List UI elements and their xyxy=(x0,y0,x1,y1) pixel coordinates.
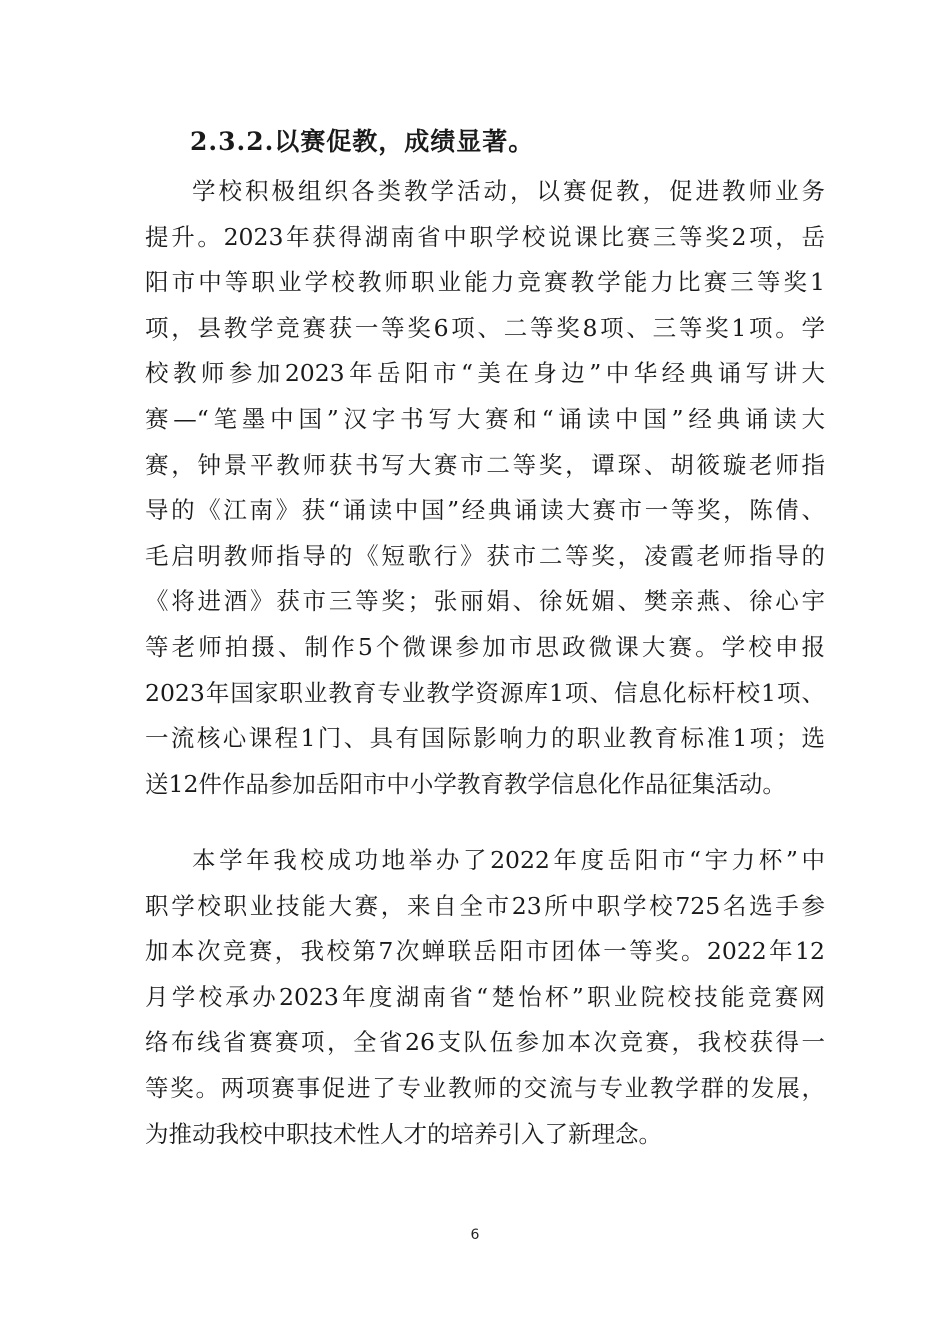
page-number: 6 xyxy=(470,1227,480,1243)
paragraph-line: 职学校职业技能大赛，来自全市23所中职学校725名选手参 xyxy=(145,891,825,920)
paragraph-line: 一流核心课程1门、具有国际影响力的职业教育标准1项；选 xyxy=(145,724,825,753)
paragraph-line: 送12件作品参加岳阳市中小学教育教学信息化作品征集活动。 xyxy=(145,769,786,798)
paragraph-line: 赛—“笔墨中国”汉字书写大赛和“诵读中国”经典诵读大 xyxy=(145,404,825,433)
paragraph-line: 导的《江南》获“诵读中国”经典诵读大赛市一等奖，陈倩、 xyxy=(145,496,825,525)
paragraph-line: 等奖。两项赛事促进了专业教师的交流与专业教学群的发展， xyxy=(145,1073,825,1102)
paragraph-line: 2023年国家职业教育专业教学资源库1项、信息化标杆校1项、 xyxy=(145,678,825,707)
paragraph-2 xyxy=(145,838,825,1157)
paragraph-line: 校教师参加2023年岳阳市“美在身边”中华经典诵写讲大 xyxy=(145,359,825,388)
section-heading: 2.3.2.以赛促教，成绩显著。 xyxy=(190,127,535,156)
paragraph-line: 为推动我校中职技术性人才的培养引入了新理念。 xyxy=(145,1119,662,1148)
paragraph-line: 《将进酒》获市三等奖；张丽娟、徐妩媚、樊亲燕、徐心宇 xyxy=(145,587,825,616)
paragraph-line: 赛，钟景平教师获书写大赛市二等奖，谭琛、胡筱璇老师指 xyxy=(145,450,825,479)
paragraph-line: 本学年我校成功地举办了2022年度岳阳市“宇力杯”中 xyxy=(192,846,825,874)
paragraph-line: 项，县教学竞赛获一等奖6项、二等奖8项、三等奖1项。学 xyxy=(145,313,825,342)
paragraph-line: 络布线省赛赛项，全省26支队伍参加本次竞赛，我校获得一 xyxy=(145,1028,825,1057)
paragraph-1 xyxy=(145,169,825,807)
paragraph-line: 月学校承办2023年度湖南省“楚怡杯”职业院校技能竞赛网 xyxy=(145,982,825,1011)
paragraph-line: 加本次竞赛，我校第7次蝉联岳阳市团体一等奖。2022年12 xyxy=(145,937,825,966)
paragraph-line: 提升。2023年获得湖南省中职学校说课比赛三等奖2项，岳 xyxy=(145,222,825,251)
paragraph-line: 学校积极组织各类教学活动，以赛促教，促进教师业务 xyxy=(192,177,825,205)
paragraph-line: 阳市中等职业学校教师职业能力竞赛教学能力比赛三等奖1 xyxy=(145,268,825,297)
paragraph-line: 等老师拍摄、制作5个微课参加市思政微课大赛。学校申报 xyxy=(145,632,825,661)
paragraph-line: 毛启明教师指导的《短歌行》获市二等奖，凌霞老师指导的 xyxy=(145,541,825,570)
